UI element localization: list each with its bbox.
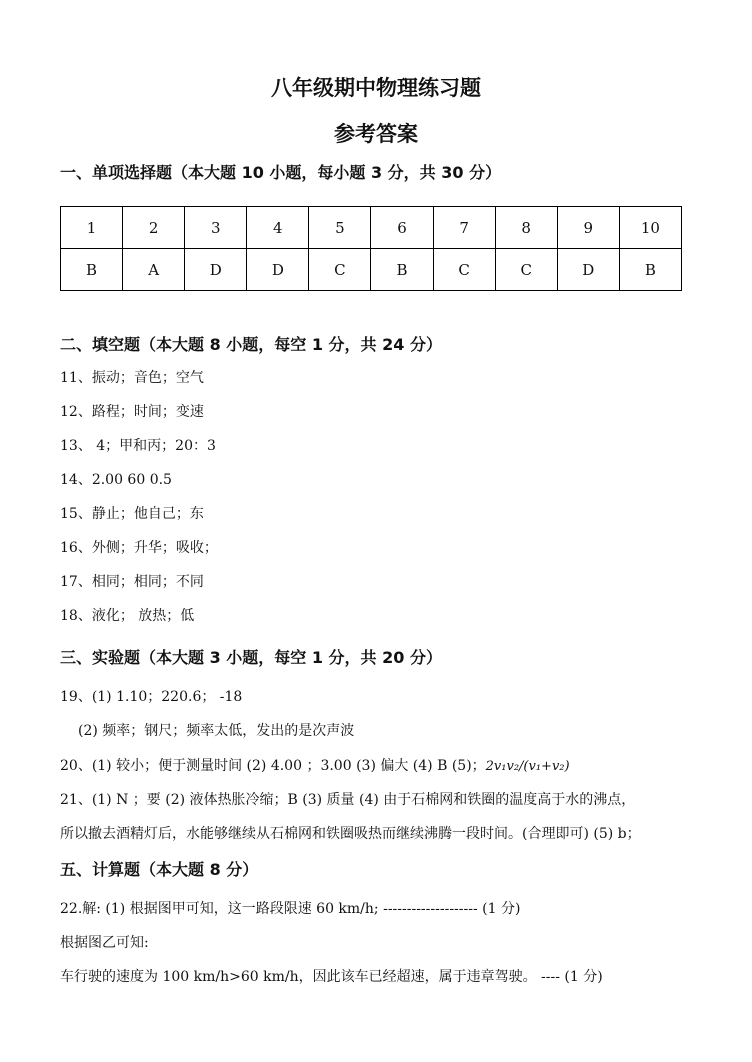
question-number-cell: 5 [309,207,371,249]
experiment-answer-19-2: (2) 频率；钢尺；频率太低，发出的是次声波 [78,723,355,739]
answer-cell: D [557,249,619,291]
document-subtitle: 参考答案 [334,122,418,146]
question-number-cell: 10 [619,207,681,249]
velocity-formula: 2v₁v₂/(v₁+v₂) [485,759,570,774]
fill-answer-15: 15、静止；他自己；东 [60,506,204,522]
fill-answer-11: 11、振动；音色；空气 [60,370,204,386]
experiment-answer-20-text: 20、(1) 较小；便于测量时间 (2) 4.00 ；3.00 (3) 偏大 (4) B (5)； [60,758,486,774]
question-number-cell: 3 [185,207,247,249]
question-number-cell: 1 [61,207,123,249]
document-title: 八年级期中物理练习题 [271,76,481,100]
question-number-cell: 9 [557,207,619,249]
question-number-row [61,207,682,249]
experiment-answer-21-2: 所以撤去酒精灯后，水能够继续从石棉网和铁圈吸热而继续沸腾一段时间。(合理即可) (5) b； [60,826,641,842]
experiment-answer-19-1: 19、(1) 1.10；220.6； -18 [60,689,243,705]
question-number-cell: 6 [371,207,433,249]
answer-cell: B [619,249,681,291]
fill-answer-12: 12、路程；时间；变速 [60,404,204,420]
answer-cell: A [123,249,185,291]
answer-table [60,206,682,291]
experiment-answer-21-1: 21、(1) N ；要 (2) 液体热胀冷缩；B (3) 质量 (4) 由于石棉网和铁圈的温度高于水的沸点， [60,792,636,808]
section3-heading: 三、实验题（本大题 3 小题，每空 1 分，共 20 分） [60,648,442,667]
calculation-line-3: 车行驶的速度为 100 km/h>60 km/h，因此该车已经超速，属于违章驾驶。 ---- (1 分) [60,969,603,985]
question-number-cell: 4 [247,207,309,249]
section2-heading: 二、填空题（本大题 8 小题，每空 1 分，共 24 分） [60,335,442,354]
experiment-answer-20 [60,755,570,775]
fill-answer-18: 18、液化； 放热；低 [60,608,195,624]
fill-answer-17: 17、相同；相同；不同 [60,574,204,590]
calculation-line-1: 22.解: (1) 根据图甲可知，这一路段限速 60 km/h; -------------------- (1 分) [60,901,521,917]
answer-cell: C [495,249,557,291]
fill-answer-14: 14、2.00 60 0.5 [60,472,172,488]
fill-answer-16: 16、外侧；升华；吸收； [60,540,218,556]
answer-row [61,249,682,291]
section5-heading: 五、计算题（本大题 8 分） [60,860,259,879]
answer-cell: B [61,249,123,291]
question-number-cell: 8 [495,207,557,249]
answer-cell: B [371,249,433,291]
section1-heading: 一、单项选择题（本大题 10 小题，每小题 3 分，共 30 分） [60,163,502,182]
calculation-line-2: 根据图乙可知: [60,935,149,951]
question-number-cell: 2 [123,207,185,249]
answer-cell: D [247,249,309,291]
question-number-cell: 7 [433,207,495,249]
fill-answer-13: 13、 4；甲和丙；20：3 [60,438,216,454]
answer-cell: D [185,249,247,291]
answer-cell: C [309,249,371,291]
answer-cell: C [433,249,495,291]
